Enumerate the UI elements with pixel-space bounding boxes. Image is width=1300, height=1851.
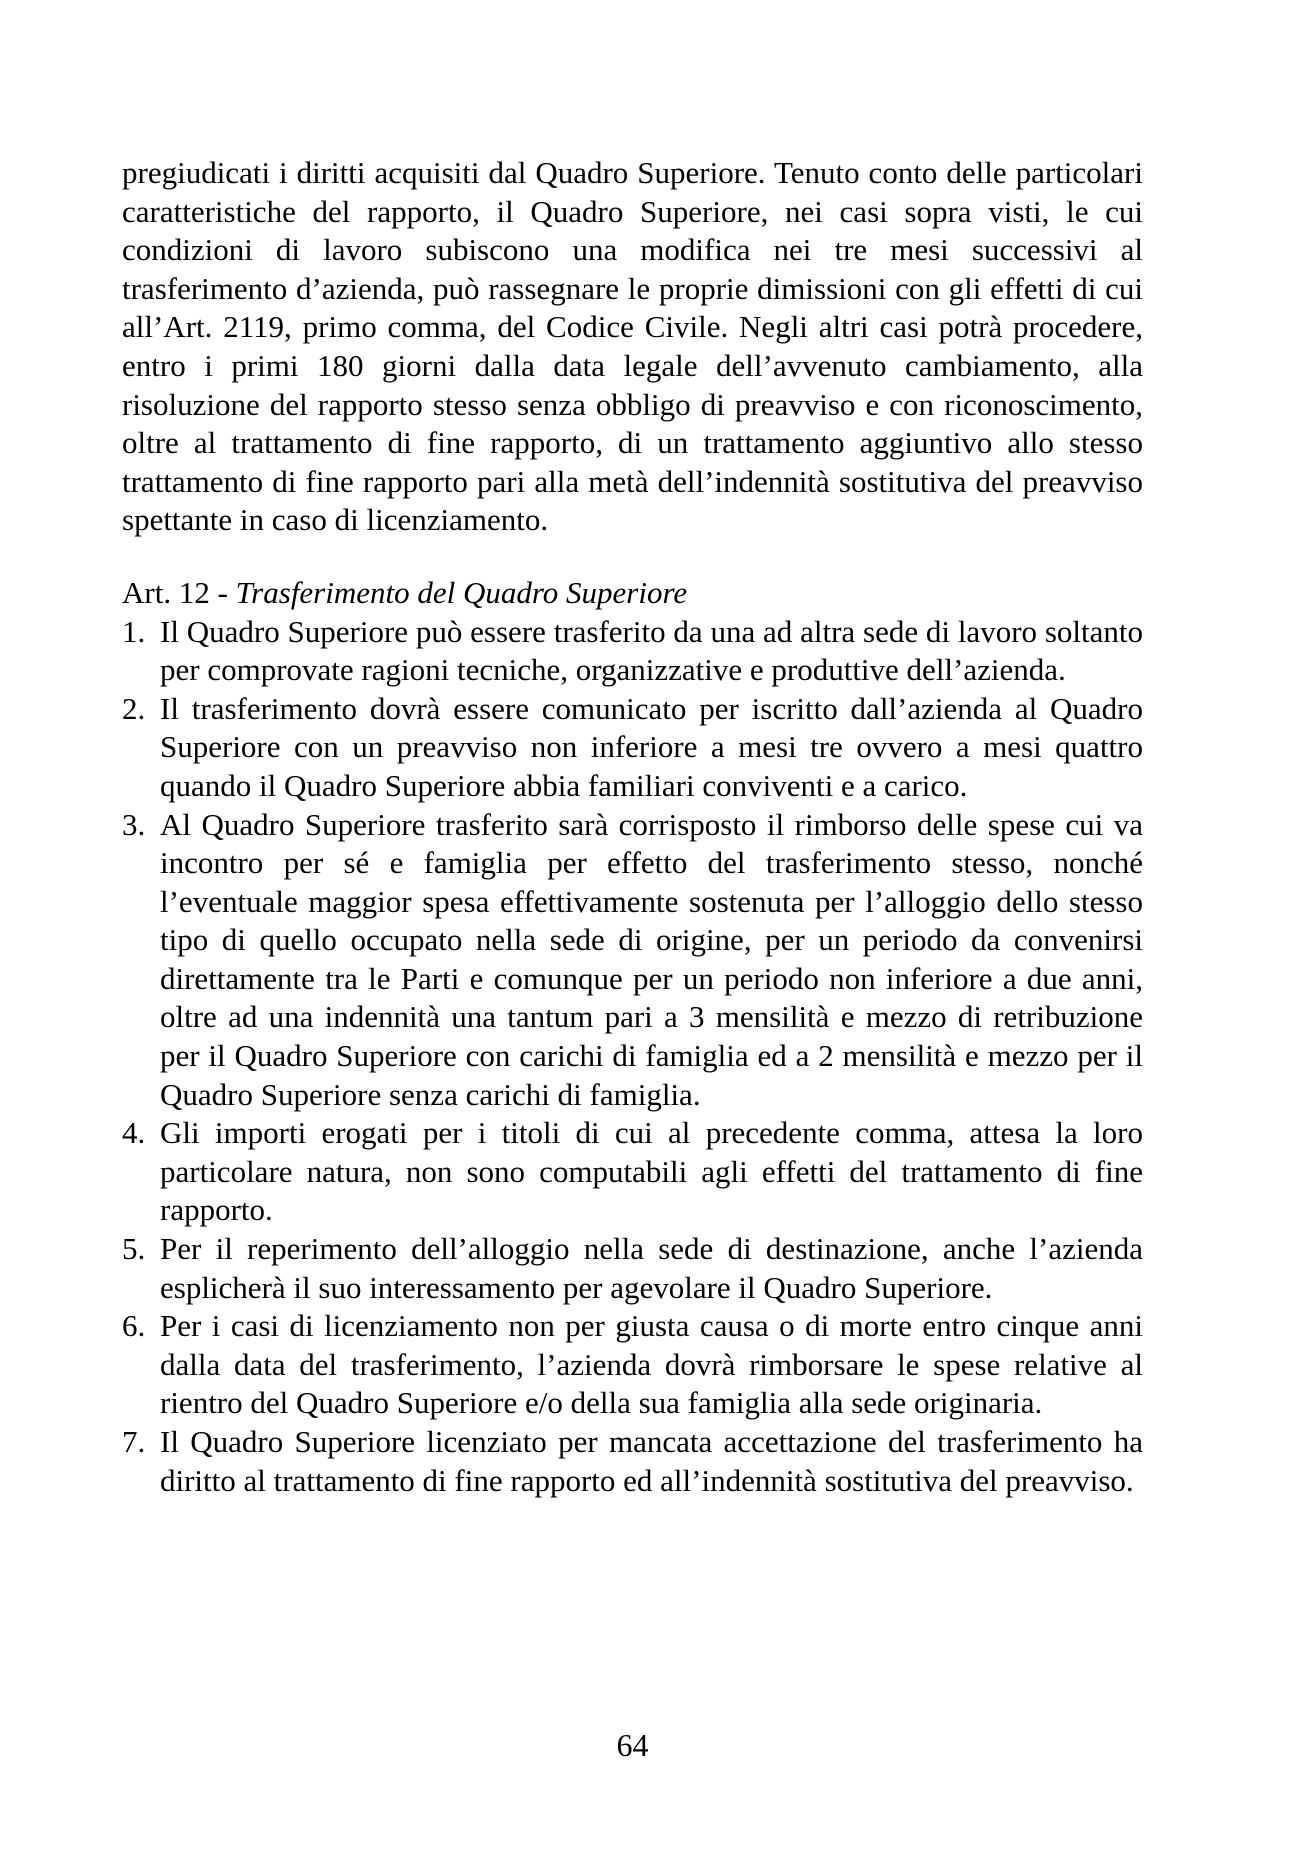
list-item-text: Il Quadro Superiore può essere trasferito da una ad altra sede di lavoro soltanto per comprovate ragioni tecniche, organizzative e produttive dell’azienda. [160, 613, 1143, 688]
article-heading-title: Trasferimento del Quadro Superiore [235, 574, 688, 610]
list-item-number: 4. [122, 1115, 146, 1151]
list-item-number: 6. [122, 1308, 146, 1344]
article-heading-number: Art. 12 - [122, 574, 236, 610]
article-clauses-list [122, 613, 1143, 1501]
list-item-text: Per il reperimento dell’alloggio nella sede di destinazione, anche l’azienda esplicherà il suo interessamento per agevolare il Quadro Superiore. [160, 1231, 1143, 1305]
list-item-text: Al Quadro Superiore trasferito sarà corrisposto il rimborso delle spese cui va incontro per sé e famiglia per effetto del trasferimento stesso, nonché l’eventuale maggior spesa effettivamente sostenuta per l’alloggio dello stesso tipo di quello occupato nella sede di origine, per un periodo da convenirsi direttamente tra le Parti e comunque per un periodo non inferiore a due anni, oltre ad una indennità una tantum pari a 3 mensilità e mezzo di retribuzione per il Quadro Superiore con carichi di famiglia ed a 2 mensilità e mezzo per il Quadro Superiore senza carichi di famiglia. [160, 806, 1143, 1112]
list-item [122, 1230, 1143, 1307]
page-number: 64 [616, 1727, 649, 1763]
list-item [122, 613, 1143, 690]
list-item-number: 7. [122, 1424, 146, 1459]
list-item-number: 5. [122, 1231, 146, 1267]
list-item-text: Per i casi di licenziamento non per giusta causa o di morte entro cinque anni dalla data del trasferimento, l’azienda dovrà rimborsare le spese relative al rientro del Quadro Superiore e/o della sua famiglia alla sede originaria. [160, 1308, 1143, 1421]
list-item-number: 3. [122, 806, 146, 842]
list-item [122, 1307, 1143, 1423]
list-item [122, 1114, 1143, 1230]
article-heading [122, 574, 1143, 613]
list-item [122, 690, 1143, 806]
list-item-text: Gli importi erogati per i titoli di cui al precedente comma, attesa la loro particolare natura, non sono computabili agli effetti del trattamento di fine rapporto. [160, 1115, 1143, 1228]
list-item-number: 1. [122, 613, 146, 649]
list-item [122, 806, 1143, 1115]
list-item [122, 1423, 1143, 1500]
list-item-text: Il trasferimento dovrà essere comunicato per iscritto dall’azienda al Quadro Superiore con un preavviso non inferiore a mesi tre ovvero a mesi quattro quando il Quadro Superiore abbia familiari conviventi e a carico. [160, 690, 1143, 803]
body-paragraph: pregiudicati i diritti acquisiti dal Quadro Superiore. Tenuto conto delle particolari caratteristiche del rapporto, il Quadro Superiore, nei casi sopra visti, le cui condizioni di lavoro subiscono una modifica nei tre mesi successivi al trasferimento d’azienda, può rassegnare le proprie dimissioni con gli effetti di cui all’Art. 2119, primo comma, del Codice Civile. Negli altri casi potrà procedere, entro i primi 180 giorni dalla data legale dell’avvenuto cambiamento, alla risoluzione del rapporto stesso senza obbligo di preavviso e con riconoscimento, oltre al trattamento di fine rapporto, di un trattamento aggiuntivo allo stesso trattamento di fine rapporto pari alla metà dell’indennità sostitutiva del preavviso spettante in caso di licenziamento. [122, 155, 1143, 538]
document-page-body [122, 154, 1143, 1500]
list-item-text: Il Quadro Superiore licenziato per mancata accettazione del trasferimento ha diritto al trattamento di fine rapporto ed all’indennità sostitutiva del preavviso. [160, 1424, 1143, 1498]
list-item-number: 2. [122, 690, 146, 726]
